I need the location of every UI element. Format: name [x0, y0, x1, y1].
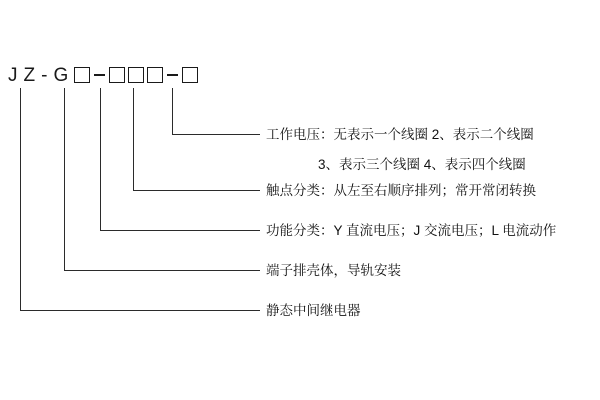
note-contact-classification: 触点分类：从左至右顺序排列；常开常闭转换 [266, 183, 536, 198]
note-working-voltage-line2: 3、表示三个线圈 4、表示四个线圈 [318, 157, 526, 172]
code-box-contact-3 [147, 67, 163, 83]
code-dash-1 [94, 74, 105, 76]
leader-line-voltage-horizontal [172, 134, 260, 135]
code-box-voltage [182, 67, 198, 83]
leader-line-housing-vertical [64, 88, 65, 271]
leader-line-relay-vertical [20, 88, 21, 311]
leader-line-function-horizontal [100, 230, 260, 231]
leader-line-housing-horizontal [64, 270, 260, 271]
code-char-hyphen: - [41, 64, 48, 86]
leader-line-function-vertical [100, 88, 101, 231]
leader-line-voltage-vertical [172, 88, 173, 135]
model-code [8, 62, 198, 88]
note-terminal-row-housing: 端子排壳体，导轨安装 [266, 263, 401, 278]
code-char-z: Z [23, 64, 36, 86]
note-working-voltage-line1: 工作电压：无表示一个线圈 2、表示二个线圈 [266, 127, 534, 142]
leader-line-relay-horizontal [20, 310, 260, 311]
code-dash-2 [167, 74, 178, 76]
leader-line-contact-horizontal [133, 190, 260, 191]
leader-line-contact-vertical [133, 88, 134, 191]
code-box-contact-1 [109, 67, 125, 83]
code-box-function [74, 67, 90, 83]
note-function-classification: 功能分类：Y 直流电压；J 交流电压；L 电流动作 [266, 223, 557, 238]
code-box-contact-2 [128, 67, 144, 83]
note-static-intermediate-relay: 静态中间继电器 [266, 303, 361, 318]
code-char-g: G [53, 64, 69, 86]
code-char-j: J [8, 64, 18, 86]
